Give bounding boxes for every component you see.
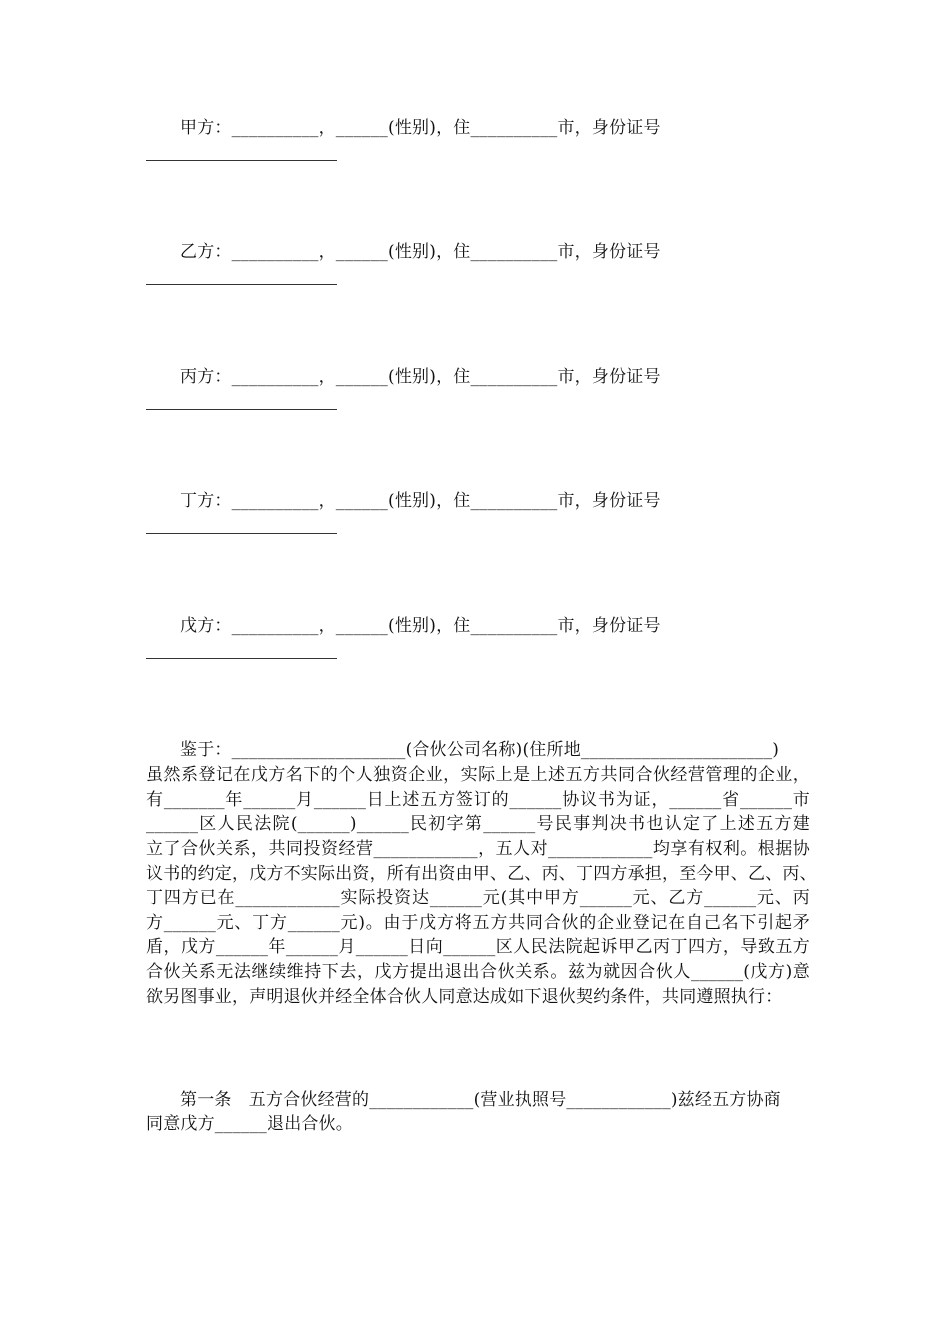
party-wu-line: 戊方：__________，______(性别)，住__________市，身份证号 <box>180 616 661 636</box>
recital-line-9: 盾，戊方______年______月______日向______区人民法院起诉甲乙丙丁四方，导致五方 <box>146 937 810 957</box>
recital-line-8: 方______元、丁方______元)。由于戊方将五方共同合伙的企业登记在自己名下引起矛 <box>146 913 810 933</box>
recital-line-1: 鉴于：____________________(合伙公司名称)(住所地______________________) <box>180 740 780 760</box>
party-wu-id-blank <box>146 658 337 659</box>
party-bing-line: 丙方：__________，______(性别)，住__________市，身份证号 <box>180 367 661 387</box>
recital-line-4: ______区人民法院(______)______民初字第______号民事判决书也认定了上述五方建 <box>146 814 810 834</box>
party-yi-line: 乙方：__________，______(性别)，住__________市，身份证号 <box>180 242 661 262</box>
article-1-line-2: 同意戊方______退出合伙。 <box>146 1114 353 1134</box>
recital-line-3: 有_______年______月______日上述五方签订的______协议书为证，______省______市 <box>146 790 810 810</box>
party-jia-line: 甲方：__________，______(性别)，住__________市，身份证号 <box>180 118 661 138</box>
recital-line-5: 立了合伙关系，共同投资经营____________，五人对____________均享有权利。根据协 <box>146 839 810 859</box>
recital-line-2: 虽然系登记在戊方名下的个人独资企业，实际上是上述五方共同合伙经营管理的企业， <box>146 765 810 785</box>
recital-line-6: 议书的约定，戊方不实际出资，所有出资由甲、乙、丙、丁四方承担，至今甲、乙、丙、 <box>146 864 817 884</box>
article-1-line-1: 第一条 五方合伙经营的____________(营业执照号____________)兹经五方协商 <box>180 1090 781 1110</box>
recital-line-11: 欲另图事业，声明退伙并经全体合伙人同意达成如下退伙契约条件，共同遵照执行： <box>146 987 783 1007</box>
party-ding-line: 丁方：__________，______(性别)，住__________市，身份证号 <box>180 491 661 511</box>
recital-line-10: 合伙关系无法继续维持下去，戊方提出退出合伙关系。兹为就因合伙人______(戊方)意 <box>146 962 810 982</box>
party-ding-id-blank <box>146 533 337 534</box>
party-bing-id-blank <box>146 409 337 410</box>
party-yi-id-blank <box>146 284 337 285</box>
recital-line-7: 丁四方已在____________实际投资达______元(其中甲方______元、乙方______元、丙 <box>146 888 810 908</box>
party-jia-id-blank <box>146 160 337 161</box>
